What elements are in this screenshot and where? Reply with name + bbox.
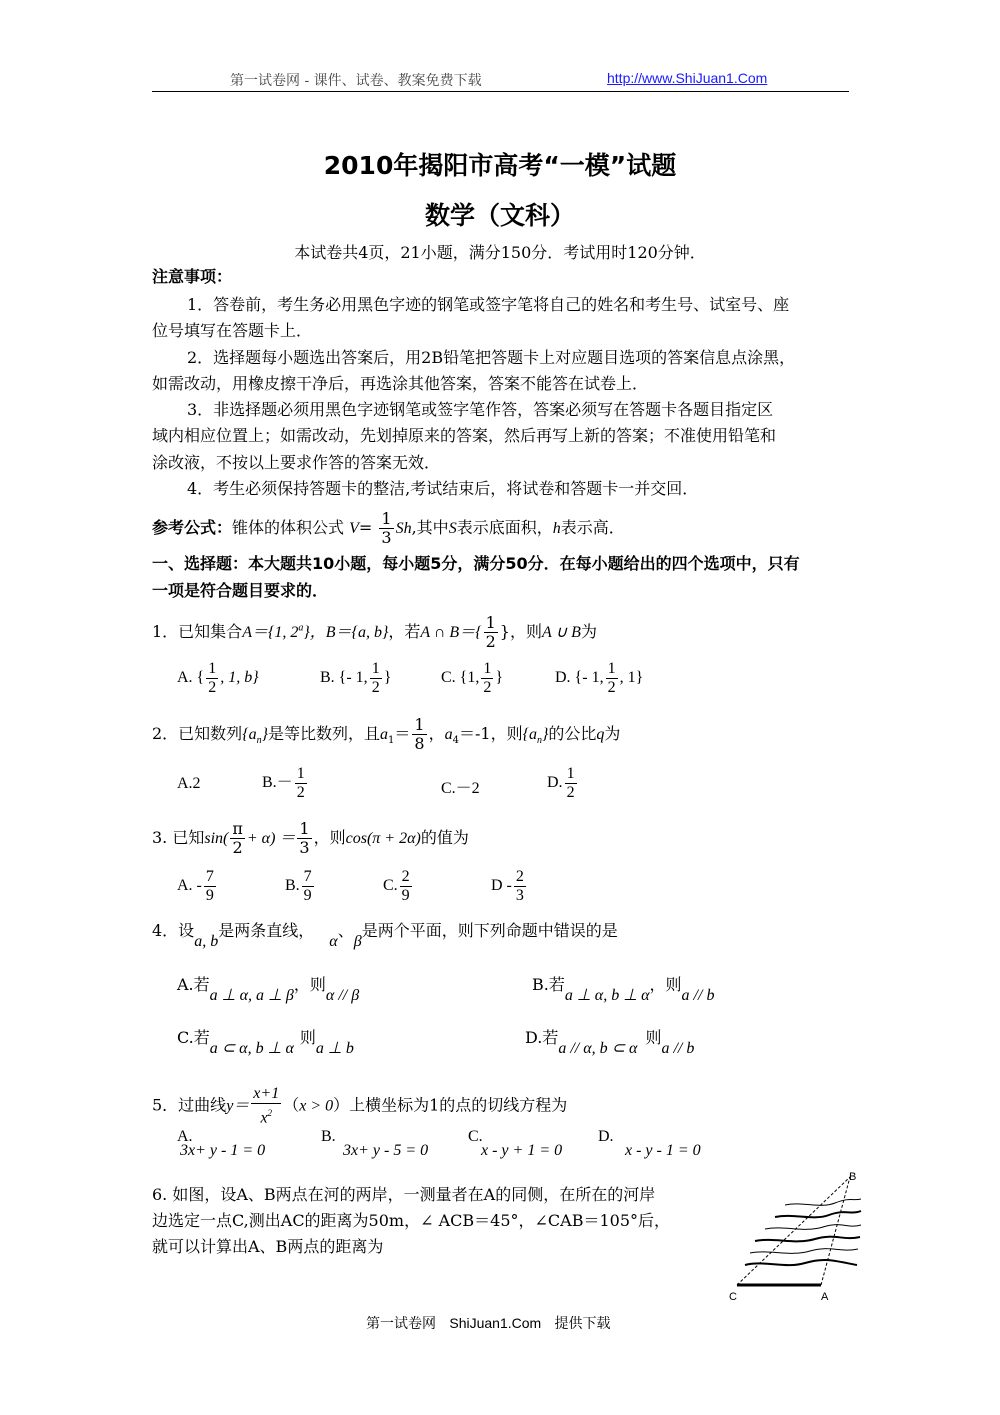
q2-option-d: D. $\frac{1}{2}$: [547, 765, 575, 801]
q5-option-c: x - y + 1 = 0: [481, 1142, 563, 1159]
point-c-label: C: [729, 1291, 737, 1303]
question-3: 3. 已知sin( $\frac{\pi}{2}$ + α) ＝ $\frac{1}{3}$ ，则cos(π + 2α)的值为: [152, 819, 469, 857]
header-site-text: 第一试卷网 - 课件、试卷、教案免费下载: [230, 73, 482, 89]
question-2: 2．已知数列$\{a_n\}$是等比数列，且$a_1=$ $\frac{1}{8}$ ，$a_4=-1$，则$\{a_n\}$的公比q为: [152, 715, 621, 753]
q4-option-a: A.若a ⊥ α, a ⊥ β，则α // β: [177, 975, 360, 1004]
q5-option-a: 3x+ y - 1 = 0: [180, 1142, 266, 1159]
q5-option-b: 3x+ y - 5 = 0: [343, 1142, 429, 1159]
q2-option-b: B.－ $\frac{1}{2}$: [262, 765, 305, 801]
notice-heading: 注意事项：: [152, 267, 233, 286]
point-b-label: B: [849, 1171, 857, 1183]
q1-option-d: D. {- 1, $\frac{1}{2}$ , 1}: [555, 660, 644, 696]
q2-option-a: A.2: [177, 775, 201, 792]
notice-line: 2．选择题每小题选出答案后，用2B铅笔把答题卡上对应题目选项的答案信息点涂黑，: [187, 348, 796, 367]
notice-line: 如需改动，用橡皮擦干净后，再选涂其他答案，答案不能答在试卷上．: [152, 374, 649, 393]
notice-line: 3．非选择题必须用黑色字迹钢笔或签字笔作答，答案必须写在答题卡各题目指定区: [187, 400, 774, 419]
exam-subtitle: 数学（文科）: [424, 201, 575, 230]
q5-option-a-label: A.: [177, 1128, 193, 1145]
notice-line: 1．答卷前，考生务必用黑色字迹的钢笔或签字笔将自己的姓名和考生号、试室号、座: [187, 295, 790, 314]
question-1: 1．已知集合A＝{1, 2$^a$}，B＝{a, b}，若A ∩ B＝{ $\frac{1}{2}$ }，则A ∪ B为: [152, 613, 597, 651]
q5-option-c-label: C.: [468, 1128, 483, 1145]
q1-option-c: C. {1, $\frac{1}{2}$ }: [441, 660, 504, 696]
q3-option-c: C. $\frac{2}{9}$: [383, 868, 410, 904]
reference-formula: 参考公式：锥体的体积公式 V= $\frac{1}{3}$ Sh,其中S表示底面积，h表示高．: [152, 509, 625, 547]
q1-option-a: A. { $\frac{1}{2}$ , 1, b}: [177, 660, 259, 696]
question-6-line: 边选定一点C,测出AC的距离为50m，∠ ACB＝45°，∠CAB＝105°后，: [152, 1211, 670, 1230]
footer: 第一试卷网 ShiJuan1.Com 提供下载: [366, 1315, 611, 1332]
exam-title: 2010年揭阳市高考“一模”试题: [323, 151, 677, 180]
point-a-label: A: [821, 1291, 829, 1303]
q5-option-d-label: D.: [598, 1128, 614, 1145]
river-figure: [725, 1165, 865, 1305]
question-6-line: 就可以计算出A、B两点的距离为: [152, 1237, 384, 1256]
section-heading: 一项是符合题目要求的．: [152, 581, 329, 600]
q4-option-b: B.若a ⊥ α, b ⊥ α，则a // b: [532, 975, 715, 1004]
q3-option-a: A. - $\frac{7}{9}$: [177, 868, 214, 904]
q3-option-b: B. $\frac{7}{9}$: [285, 868, 312, 904]
q2-option-c: C.－2: [441, 780, 480, 797]
exam-intro: 本试卷共4页，21小题，满分150分．考试用时120分钟．: [294, 243, 706, 262]
q4-option-d: D.若a // α, b ⊂ α则a // b: [525, 1028, 695, 1057]
question-6-line: 6. 如图，设A、B两点在河的两岸，一测量者在A的同侧，在所在的河岸: [152, 1185, 656, 1204]
question-4: 4．设a, b是两条直线， α、β是两个平面，则下列命题中错误的是: [152, 921, 618, 950]
header-site-link[interactable]: http://www.ShiJuan1.Com: [607, 70, 768, 86]
q5-option-b-label: B.: [321, 1128, 336, 1145]
q5-option-d: x - y - 1 = 0: [625, 1142, 701, 1159]
q4-option-c: C.若a ⊂ α, b ⊥ α则a ⊥ b: [177, 1028, 354, 1057]
q3-option-d: D - $\frac{2}{3}$: [491, 868, 524, 904]
question-5: 5．过曲线y＝ $\frac{x+1}{x^2}$ （x > 0）上横坐标为1的点的切线方程为: [152, 1085, 568, 1127]
header-divider: [152, 91, 849, 92]
notice-line: 4．考生必须保持答题卡的整洁,考试结束后，将试卷和答题卡一并交回．: [187, 479, 699, 498]
notice-line: 位号填写在答题卡上．: [152, 321, 313, 340]
notice-line: 涂改液，不按以上要求作答的答案无效．: [152, 453, 441, 472]
q1-option-b: B. {- 1, $\frac{1}{2}$ }: [320, 660, 392, 696]
notice-line: 域内相应位置上；如需改动，先划掉原来的答案，然后再写上新的答案；不准使用铅笔和: [152, 426, 777, 445]
section-heading: 一、选择题：本大题共10小题，每小题5分，满分50分．在每小题给出的四个选项中，只有: [152, 554, 800, 573]
